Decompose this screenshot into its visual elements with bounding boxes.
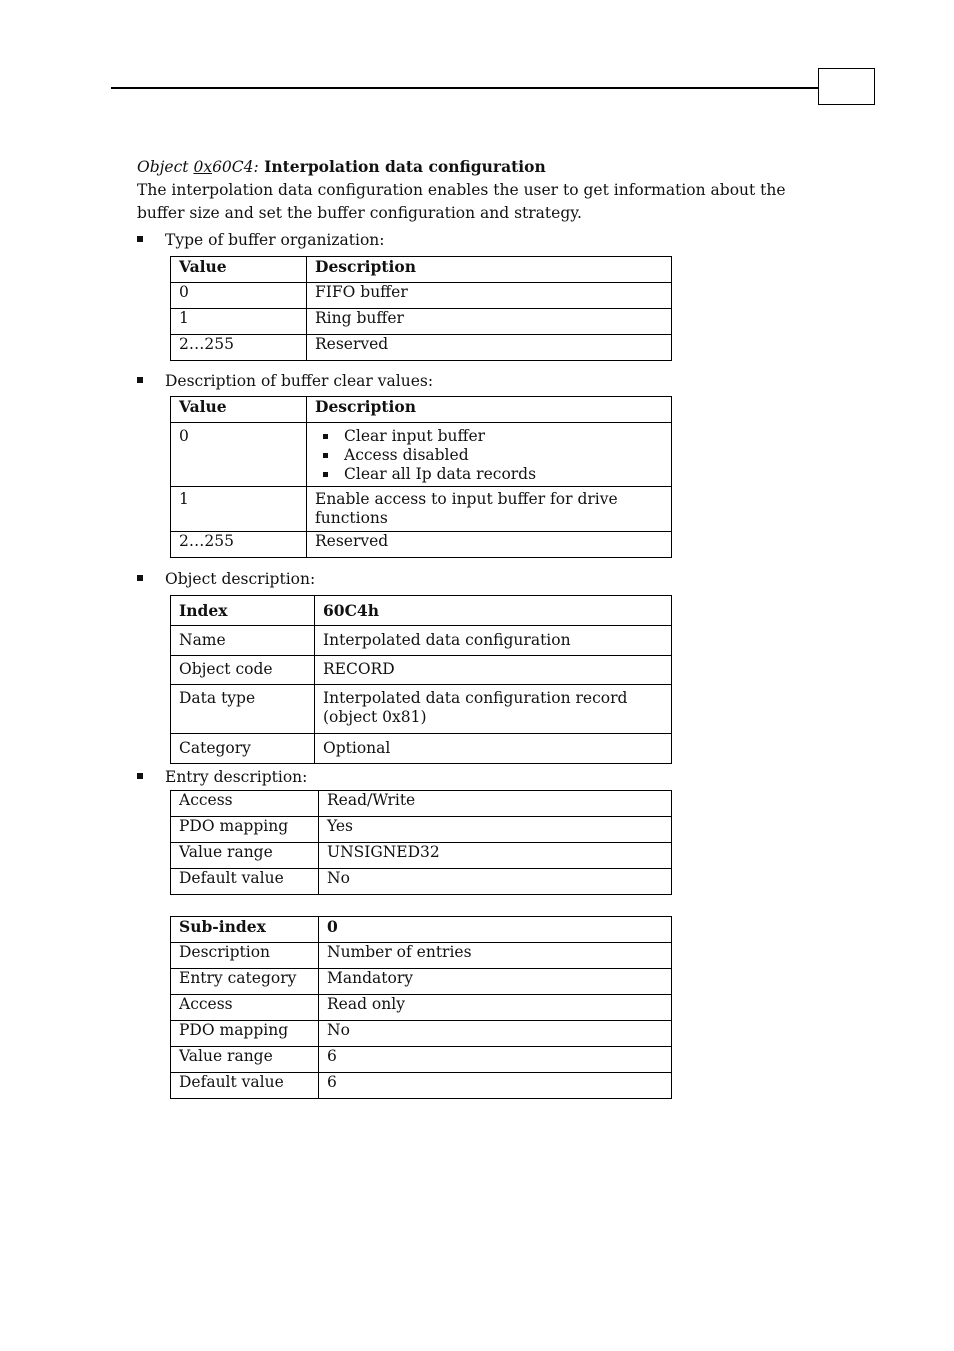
list-item: Clear input buffer — [315, 427, 663, 446]
table-row: PDO mapping Yes — [171, 817, 672, 843]
table-row: Default value No — [171, 869, 672, 895]
table-row: Description Number of entries — [171, 943, 672, 969]
list-item: Access disabled — [315, 446, 663, 465]
table-row: Access Read/Write — [171, 791, 672, 817]
bullet-entry-description: Entry description: — [137, 768, 307, 786]
buffer-clear-table — [170, 396, 672, 558]
bullet-icon — [137, 236, 143, 242]
bullet-buffer-clear: Description of buffer clear values: — [137, 372, 433, 390]
section-heading: Object 0x60C4: Interpolation data configuration — [137, 157, 546, 176]
table-row: Value range UNSIGNED32 — [171, 843, 672, 869]
table-header-row: Sub-index 0 — [171, 917, 672, 943]
table-row: 2…255 Reserved — [171, 335, 672, 361]
object-description-table — [170, 595, 672, 764]
bullet-buffer-organization: Type of buffer organization: — [137, 231, 385, 249]
list-item: Clear all Ip data records — [315, 465, 663, 484]
table-row: 1 Enable access to input buffer for drive functions — [171, 487, 672, 532]
page-number-box — [818, 68, 875, 105]
table-row: Default value 6 — [171, 1073, 672, 1099]
bullet-icon — [137, 377, 143, 383]
bullet-object-description: Object description: — [137, 570, 315, 588]
bullet-icon — [137, 773, 143, 779]
table-row: Entry category Mandatory — [171, 969, 672, 995]
table-row: Object code RECORD — [171, 656, 672, 685]
table-row: Data type Interpolated data configuration record (object 0x81) — [171, 685, 672, 734]
intro-paragraph: The interpolation data configuration enables the user to get information about the buffer size and set the buffer configuration and strategy. — [137, 181, 786, 222]
clear-actions-list — [315, 427, 663, 484]
table-row: Value range 6 — [171, 1047, 672, 1073]
subindex-table — [170, 916, 672, 1099]
bullet-icon — [137, 575, 143, 581]
table-header-row: Index 60C4h — [171, 596, 672, 626]
table-row: Category Optional — [171, 734, 672, 764]
entry-description-table — [170, 790, 672, 895]
table-row: Access Read only — [171, 995, 672, 1021]
table-header-row: Value Description — [171, 397, 672, 423]
table-row: 0 FIFO buffer — [171, 283, 672, 309]
header-rule — [111, 87, 819, 89]
table-row: 1 Ring buffer — [171, 309, 672, 335]
table-row: 0 Clear input buffer Access disabled Clear all Ip data records — [171, 423, 672, 487]
table-row: 2…255 Reserved — [171, 532, 672, 558]
table-header-row: Value Description — [171, 257, 672, 283]
table-row: Name Interpolated data configuration — [171, 626, 672, 656]
table-row: PDO mapping No — [171, 1021, 672, 1047]
buffer-organization-table — [170, 256, 672, 361]
